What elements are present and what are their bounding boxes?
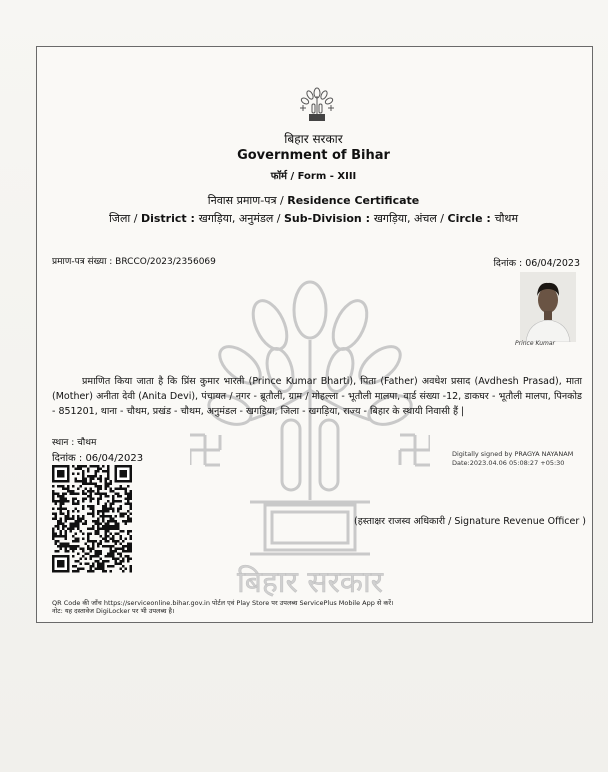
digital-signature — [452, 450, 573, 468]
certification-text: प्रमाणित किया जाता है कि प्रिंस कुमार भारती (Prince Kumar Bharti), पिता (Father) अवधेश प्रसाद (Avdhesh Prasad), माता (Mother) अनीता देवी (Anita Devi), पंचायत / नगर - ब्रूतौली, ग्राम / मोहल्ला - भूतौली मालपा, वार्ड संख्या -12, डाकघर - भूतौली मालपा, पिनकोड - 851201, थाना - चौथम, प्रखंड - चौथम, अनुमंडल - खगड़िया, जिला - खगड़िया, राज्य - बिहार के स्थायी निवासी हैं | — [52, 376, 582, 417]
certificate-title-hindi: निवास प्रमाण-पत्र / — [207, 194, 288, 207]
certificate-number: प्रमाण-पत्र संख्या : BRCCO/2023/2356069 — [52, 257, 216, 267]
government-hindi: बिहार सरकार — [284, 132, 343, 146]
digital-signature-name: Digitally signed by PRAGYA NAYANAM — [452, 450, 574, 458]
watermark-text: बिहार सरकार — [236, 565, 384, 600]
district-line — [36, 211, 591, 226]
government-english: Government of Bihar — [237, 148, 390, 163]
bihar-emblem-icon — [296, 86, 338, 122]
signature-revenue-officer: (हस्ताक्षर राजस्व अधिकारी / Signature Revenue Officer ) — [354, 516, 586, 527]
issue-place: स्थान : चौथम — [52, 438, 97, 448]
district-part-c: खगड़िया, अनुमंडल / — [198, 212, 284, 225]
applicant-photo — [520, 272, 576, 342]
qr-code — [52, 465, 132, 573]
district-part-e: खगड़िया, अंचल / — [373, 212, 448, 225]
person-photo-icon — [520, 272, 576, 342]
district-part-f: Circle : — [447, 212, 495, 225]
district-part-a: जिला / — [108, 212, 141, 225]
certificate-date: दिनांक : 06/04/2023 — [493, 258, 580, 269]
district-part-b: District : — [140, 212, 199, 225]
bihar-emblem-watermark — [190, 270, 430, 600]
footer-qr-note: QR Code की जाँच https://serviceonline.bihar.gov.in पोर्टल एवं Play Store पर उपलब्ध ServicePlus Mobile App से करें। — [52, 599, 394, 607]
footer-digilocker-note: नोट: यह दस्तावेज DigiLocker पर भी उपलब्ध है। — [52, 607, 175, 615]
certificate-title-english: Residence Certificate — [287, 194, 420, 207]
applicant-signature: Prince Kumar — [515, 340, 556, 347]
certificate-title — [36, 193, 591, 208]
district-part-d: Sub-Division : — [284, 212, 374, 225]
district-part-g: चौथम — [494, 212, 519, 225]
digital-signature-date: Date:2023.04.06 05:08:27 +05:30 — [452, 459, 565, 467]
issue-date: दिनांक : 06/04/2023 — [52, 453, 144, 464]
form-number: फॉर्म / Form - XIII — [270, 171, 357, 182]
